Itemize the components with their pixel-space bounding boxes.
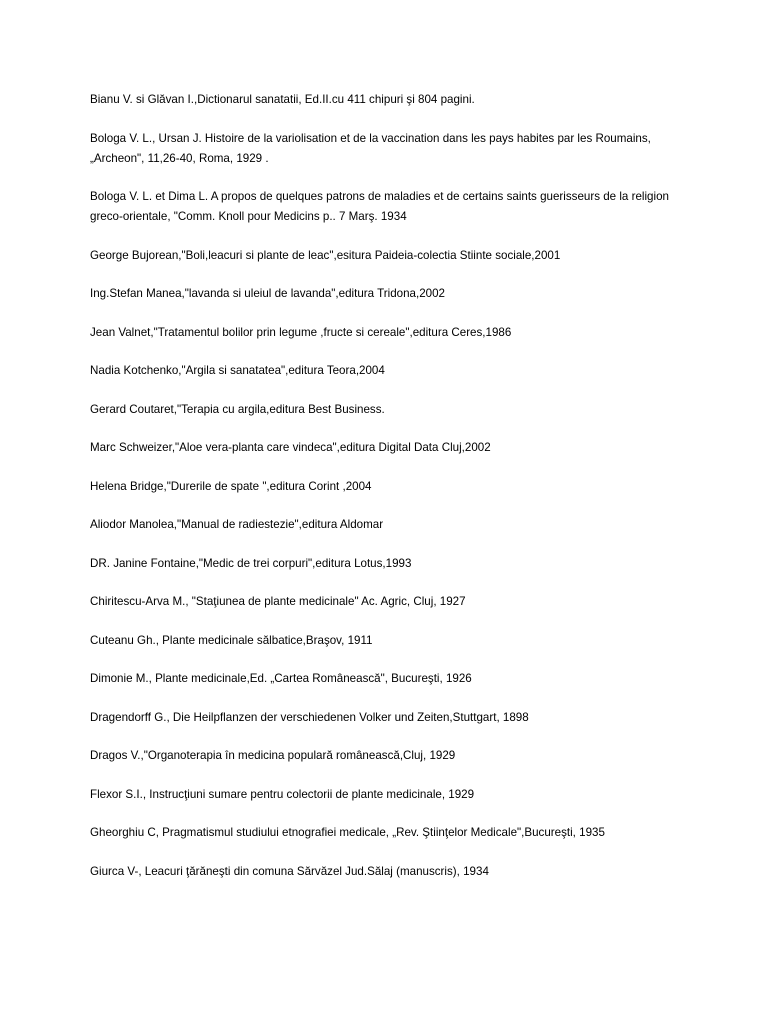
reference-item: Helena Bridge,"Durerile de spate ",editura Corint ,2004: [90, 479, 372, 493]
reference-item: Bianu V. si Glăvan I.,Dictionarul sanatatii, Ed.II.cu 411 chipuri şi 804 pagini.: [90, 93, 475, 106]
reference-item: Bologa V. L. et Dima L. A propos de quelques patrons de maladies et de certains saints guerisseurs de la religion greco-orientale, "Comm. Knoll pour Medicins p.. 7 Marş. 1934: [90, 190, 669, 223]
reference-item: Chiritescu-Arva M., "Staţiunea de plante medicinale" Ac. Agric, Cluj, 1927: [90, 595, 466, 608]
reference-item: Marc Schweizer,"Aloe vera-planta care vindeca",editura Digital Data Cluj,2002: [90, 441, 491, 454]
reference-item: Dragendorff G., Die Heilpflanzen der verschiedenen Volker und Zeiten,Stuttgart, 1898: [90, 710, 529, 724]
reference-item: Gerard Coutaret,"Terapia cu argila,editura Best Business.: [90, 402, 385, 416]
reference-item: Dragos V.,"Organoterapia în medicina populară românească,Cluj, 1929: [90, 749, 456, 762]
reference-item: Gheorghiu C, Pragmatismul studiului etnografiei medicale, „Rev. Ştiinţelor Medicale",Bucureşti, 1935: [90, 826, 605, 839]
reference-item: Jean Valnet,"Tratamentul bolilor prin legume ,fructe si cereale",editura Ceres,1986: [90, 325, 512, 339]
reference-item: Cuteanu Gh., Plante medicinale sălbatice,Braşov, 1911: [90, 633, 373, 647]
reference-item: Aliodor Manolea,"Manual de radiestezie",editura Aldomar: [90, 518, 384, 531]
reference-item: DR. Janine Fontaine,"Medic de trei corpuri",editura Lotus,1993: [90, 556, 412, 570]
reference-list: [90, 90, 690, 900]
reference-item: Bologa V. L., Ursan J. Histoire de la variolisation et de la vaccination dans les pays habites par les Roumains, „Archeon", 11,26-40, Roma, 1929 .: [90, 131, 651, 165]
reference-item: Nadia Kotchenko,"Argila si sanatatea",editura Teora,2004: [90, 364, 385, 377]
reference-item: Flexor S.I., Instrucţiuni sumare pentru colectorii de plante medicinale, 1929: [90, 787, 475, 801]
reference-item: Giurca V-, Leacuri ţărăneşti din comuna Sărvăzel Jud.Sălaj (manuscris), 1934: [90, 864, 489, 878]
reference-item: George Bujorean,"Boli,leacuri si plante de leac",esitura Paideia-colectia Stiinte sociale,2001: [90, 248, 561, 262]
reference-item: Dimonie M., Plante medicinale,Ed. „Cartea Românească", Bucureşti, 1926: [90, 672, 472, 685]
reference-item: Ing.Stefan Manea,"lavanda si uleiul de lavanda",editura Tridona,2002: [90, 287, 446, 300]
